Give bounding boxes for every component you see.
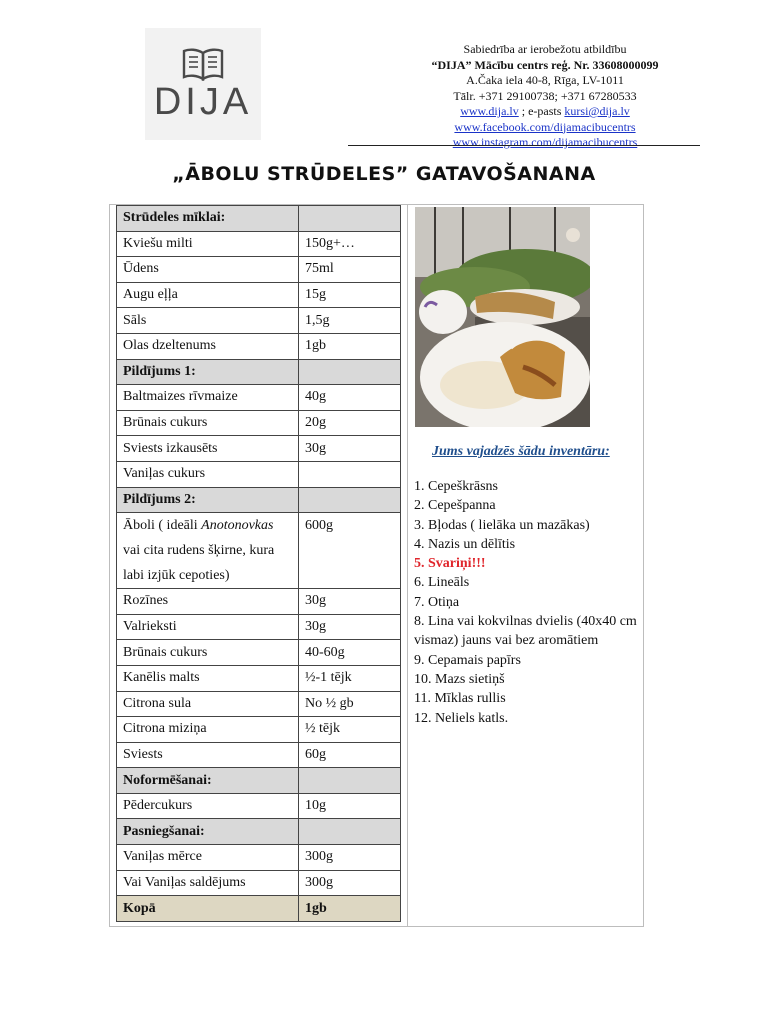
apple-variety: Anotonovkas [201,518,274,534]
ingredients-table [116,205,401,922]
section-row [117,359,401,385]
ingredient-quantity: 600g [299,513,401,589]
ingredient-row [117,870,401,896]
inventory-item: 12. Neliels katls. [414,710,509,726]
ingredient-row [117,333,401,359]
ingredient-row [117,589,401,615]
ingredient-quantity: 75ml [299,257,401,283]
ingredient-row [117,691,401,717]
section-row [117,768,401,794]
ingredient-name: Ūdens [117,257,299,283]
ingredient-name: Pildījums 1: [117,359,299,385]
ingredient-quantity: No ½ gb [299,691,401,717]
ingredient-name: Kopā [117,896,299,922]
ingredient-name: Noformēšanai: [117,768,299,794]
ingredient-name-part: Āboli ( ideāli [123,518,202,534]
inventory-item: 7. Otiņa [414,594,460,610]
ingredient-name: Vaniļas cukurs [117,461,299,487]
ingredient-quantity: 10g [299,793,401,819]
ingredient-row [117,665,401,691]
ingredient-quantity: 15g [299,282,401,308]
ingredient-name: Brūnais cukurs [117,410,299,436]
inventory-item: 6. Lineāls [414,575,470,591]
inventory-title: Jums vajadzēs šādu inventāru: [432,444,610,459]
ingredient-row [117,640,401,666]
total-row [117,896,401,922]
ingredient-quantity: ½ tējk [299,717,401,743]
ingredient-row [117,717,401,743]
ingredient-quantity: 1,5g [299,308,401,334]
inventory-item: 11. Mīklas rullis [414,691,506,707]
ingredient-quantity: 40-60g [299,640,401,666]
inventory-item: 3. Bļodas ( lielāka un mazākas) [414,517,590,533]
ingredient-row [117,282,401,308]
ingredient-quantity [299,461,401,487]
inventory-item: 1. Cepeškrāsns [414,479,498,494]
strudel-photo [415,207,590,427]
ingredient-name: Vai Vaniļas saldējums [117,870,299,896]
ingredient-name: Kviešu milti [117,231,299,257]
inventory-item: 8. Lina vai kokvilnas dvielis (40x40 cm vismaz) jauns vai bez aromātiem [414,614,637,649]
ingredient-name: Baltmaizes rīvmaize [117,385,299,411]
ingredient-row [117,257,401,283]
ingredient-quantity: 1gb [299,896,401,922]
email-label: ; e-pasts [518,104,565,118]
ingredient-quantity: 150g+… [299,231,401,257]
ingredient-quantity: 30g [299,589,401,615]
ingredient-name: Brūnais cukurs [117,640,299,666]
ingredient-row [117,742,401,768]
ingredient-name: Rozīnes [117,589,299,615]
ingredient-row [117,308,401,334]
ingredient-quantity: 30g [299,436,401,462]
contact-links [400,104,690,120]
section-row [117,487,401,513]
facebook-link[interactable]: www.facebook.com/dijamacibucentrs [454,119,636,134]
ingredient-row [117,513,401,589]
header-divider [348,145,700,146]
inventory-item: 2. Cepešpanna [414,498,496,514]
ingredient-name: Kanēlis malts [117,665,299,691]
ingredient-name: Olas dzeltenums [117,333,299,359]
company-header [400,42,690,151]
column-divider [407,205,408,927]
ingredient-quantity [299,206,401,232]
dija-logo [145,28,261,140]
ingredient-row [117,614,401,640]
section-row [117,819,401,845]
ingredient-name: Sviests [117,742,299,768]
inventory-item: 9. Cepamais papīrs [414,652,521,668]
ingredient-quantity [299,768,401,794]
ingredient-name: Strūdeles mīklai: [117,206,299,232]
company-phone: Tālr. +371 29100738; +371 67280533 [453,88,637,103]
ingredient-name: Pildījums 2: [117,487,299,513]
ingredient-name: Pasniegšanai: [117,819,299,845]
ingredient-row [117,793,401,819]
page-title: „ĀBOLU STRŪDELES” GATAVOŠANANA [172,163,596,185]
ingredient-name: Citrona miziņa [117,717,299,743]
inventory-list [414,477,639,728]
ingredient-name: Vaniļas mērce [117,845,299,871]
ingredient-name: Pēdercukurs [117,793,299,819]
company-address: A.Čaka iela 40-8, Rīga, LV-1011 [466,73,624,87]
instagram-link[interactable]: www.instagram.com/dijamacibucentrs [452,135,638,149]
ingredient-quantity: 300g [299,845,401,871]
ingredient-name [117,513,299,589]
website-link[interactable]: www.dija.lv [460,104,519,118]
logo-text: DIJA [153,81,253,123]
ingredient-quantity: 40g [299,385,401,411]
inventory-item: 10. Mazs sietiņš [414,671,505,687]
ingredient-quantity: 20g [299,410,401,436]
ingredient-quantity [299,819,401,845]
email-link[interactable]: kursi@dija.lv [564,104,630,118]
ingredient-row [117,461,401,487]
company-type: Sabiedrība ar ierobežotu atbildību [463,42,627,56]
ingredient-quantity: 1gb [299,333,401,359]
ingredient-name: Sviests izkausēts [117,436,299,462]
ingredient-quantity: 300g [299,870,401,896]
ingredient-name: Augu eļļa [117,282,299,308]
ingredient-quantity: ½-1 tējk [299,665,401,691]
ingredient-quantity [299,487,401,513]
ingredient-row [117,436,401,462]
ingredient-quantity: 30g [299,614,401,640]
ingredient-name: Sāls [117,308,299,334]
company-name: “DIJA” Mācību centrs reģ. Nr. 33608000099 [431,57,659,72]
ingredient-row [117,385,401,411]
inventory-item: 4. Nazis un dēlītis [414,536,516,552]
inventory-item: 5. Svariņi!!! [414,556,486,572]
ingredient-row [117,410,401,436]
section-row [117,206,401,232]
ingredient-quantity: 60g [299,742,401,768]
open-book-icon [181,47,225,81]
ingredient-row [117,231,401,257]
ingredient-row [117,845,401,871]
ingredient-name: Valrieksti [117,614,299,640]
ingredient-name: Citrona sula [117,691,299,717]
ingredient-quantity [299,359,401,385]
ingredient-name-part: vai cita rudens šķirne, kura labi izjūk cepoties) [123,543,275,584]
